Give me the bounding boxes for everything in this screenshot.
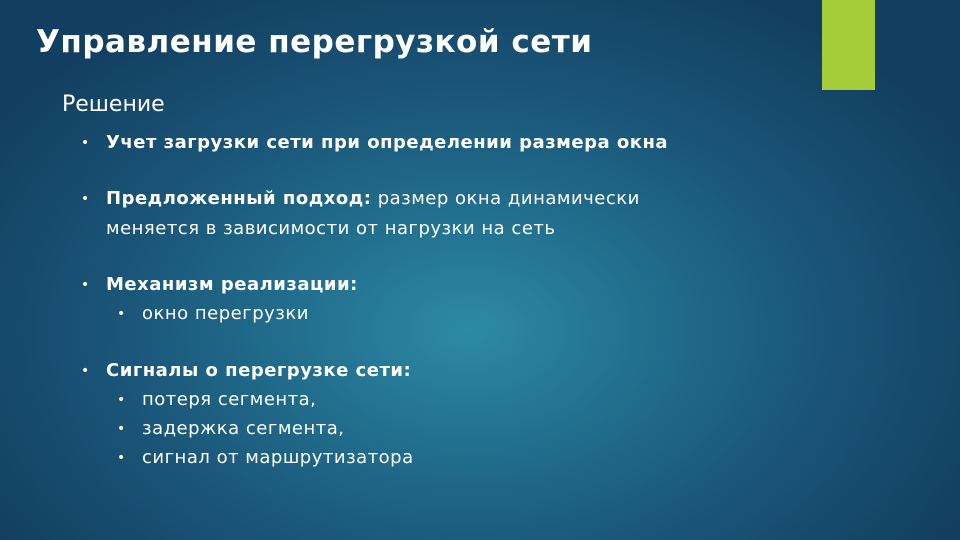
bullet-bold-text: Сигналы о перегрузке сети: — [106, 360, 412, 381]
bullet-dot-icon: • — [81, 363, 90, 379]
bullet-item — [81, 270, 358, 300]
bullet-text-continued: меняется в зависимости от нагрузки на сеть — [106, 218, 556, 239]
bullet-bold-text: Механизм реализации: — [106, 274, 358, 295]
sub-bullet-item — [117, 443, 414, 473]
sub-bullet-text: окно перегрузки — [142, 303, 309, 324]
bullet-dot-icon: • — [117, 450, 126, 466]
bullet-bold-text: Предложенный подход: — [106, 188, 372, 209]
bullet-dot-icon: • — [81, 277, 90, 293]
sub-bullet-text: потеря сегмента, — [142, 389, 317, 410]
bullet-dot-icon: • — [117, 392, 126, 408]
bullet-bold-text: Учет загрузки сети при определении размера окна — [106, 132, 669, 153]
slide-subtitle: Решение — [62, 92, 165, 117]
bullet-item — [81, 184, 640, 244]
accent-bar — [822, 0, 875, 90]
sub-bullet-item — [117, 299, 309, 329]
bullet-item — [81, 128, 669, 158]
sub-bullet-item — [117, 414, 345, 444]
bullet-dot-icon: • — [117, 421, 126, 437]
sub-bullet-text: сигнал от маршрутизатора — [142, 447, 414, 468]
bullet-item — [81, 356, 412, 386]
bullet-dot-icon: • — [117, 306, 126, 322]
sub-bullet-text: задержка сегмента, — [142, 418, 345, 439]
bullet-dot-icon: • — [81, 135, 90, 151]
sub-bullet-item — [117, 385, 317, 415]
bullet-dot-icon: • — [81, 191, 90, 207]
slide-title: Управление перегрузкой сети — [36, 24, 593, 60]
bullet-text: размер окна динамически — [377, 188, 640, 209]
